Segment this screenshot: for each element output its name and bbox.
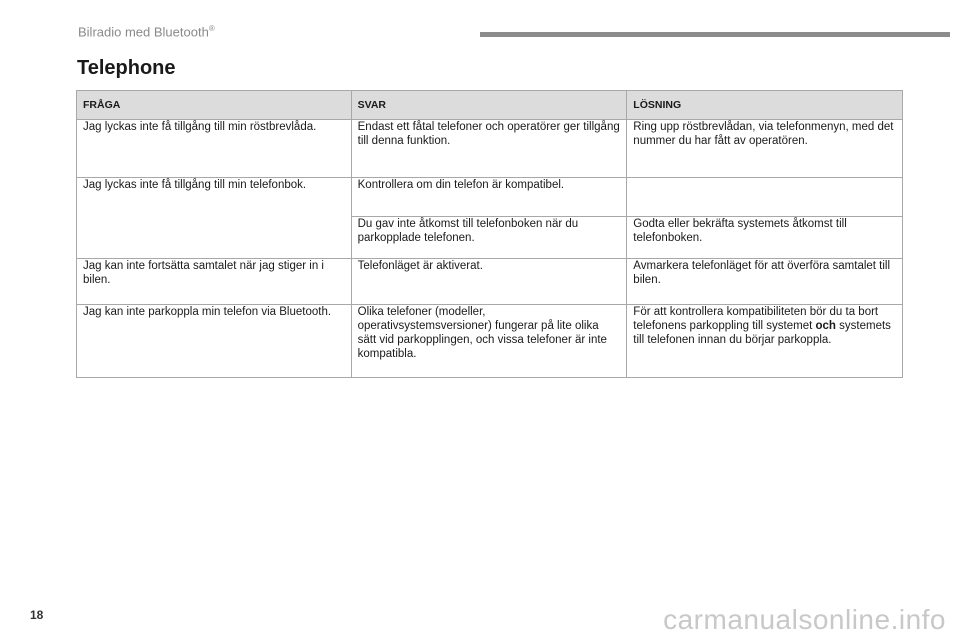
page-title: Telephone	[77, 57, 176, 79]
column-header-solution: LÖSNING	[627, 91, 903, 120]
solution-cell: Avmarkera telefonläget för att överföra samtalet till bilen.	[627, 259, 903, 305]
watermark: carmanualsonline.info	[663, 604, 946, 635]
answer-cell: Endast ett fåtal telefoner och operatörer ger tillgång till denna funktion.	[351, 120, 627, 178]
solution-text: systemets till telefonen innan du börjar parkoppla.	[633, 320, 891, 346]
table-row	[77, 259, 903, 305]
solution-cell: Godta eller bekräfta systemets åtkomst till telefonboken.	[627, 217, 903, 259]
solution-emphasis: och	[815, 320, 836, 332]
answer-cell: Kontrollera om din telefon är kompatibel.	[351, 178, 627, 217]
answer-cell: Olika telefoner (modeller, operativsystemsversioner) fungerar på lite olika sätt vid parkopplingen, och vissa telefoner är inte kompatibla.	[351, 305, 627, 378]
question-cell: Jag kan inte parkoppla min telefon via Bluetooth.	[77, 305, 352, 378]
section-header	[78, 24, 215, 39]
question-cell: Jag lyckas inte få tillgång till min röstbrevlåda.	[77, 120, 352, 178]
column-header-question: FRÅGA	[77, 91, 352, 120]
answer-cell: Telefonläget är aktiverat.	[351, 259, 627, 305]
question-cell: Jag kan inte fortsätta samtalet när jag stiger in i bilen.	[77, 259, 352, 305]
table-row	[77, 305, 903, 378]
section-title: Bilradio med Bluetooth	[78, 24, 209, 40]
solution-cell	[627, 178, 903, 217]
solution-cell	[627, 305, 903, 378]
page-number: 18	[30, 608, 44, 622]
answer-cell: Du gav inte åtkomst till telefonboken när du parkopplade telefonen.	[351, 217, 627, 259]
table-header-row	[77, 91, 903, 120]
header-rule	[480, 32, 950, 37]
faq-table	[76, 90, 903, 378]
question-cell: Jag lyckas inte få tillgång till min telefonbok.	[77, 178, 352, 259]
solution-cell: Ring upp röstbrevlådan, via telefonmenyn, med det nummer du har fått av operatören.	[627, 120, 903, 178]
table-row	[77, 178, 903, 217]
column-header-answer: SVAR	[351, 91, 627, 120]
table-row	[77, 120, 903, 178]
solution-text: För att kontrollera kompatibiliteten bör du ta bort telefonens parkoppling till systemet	[633, 306, 879, 332]
registered-mark: ®	[208, 24, 215, 33]
